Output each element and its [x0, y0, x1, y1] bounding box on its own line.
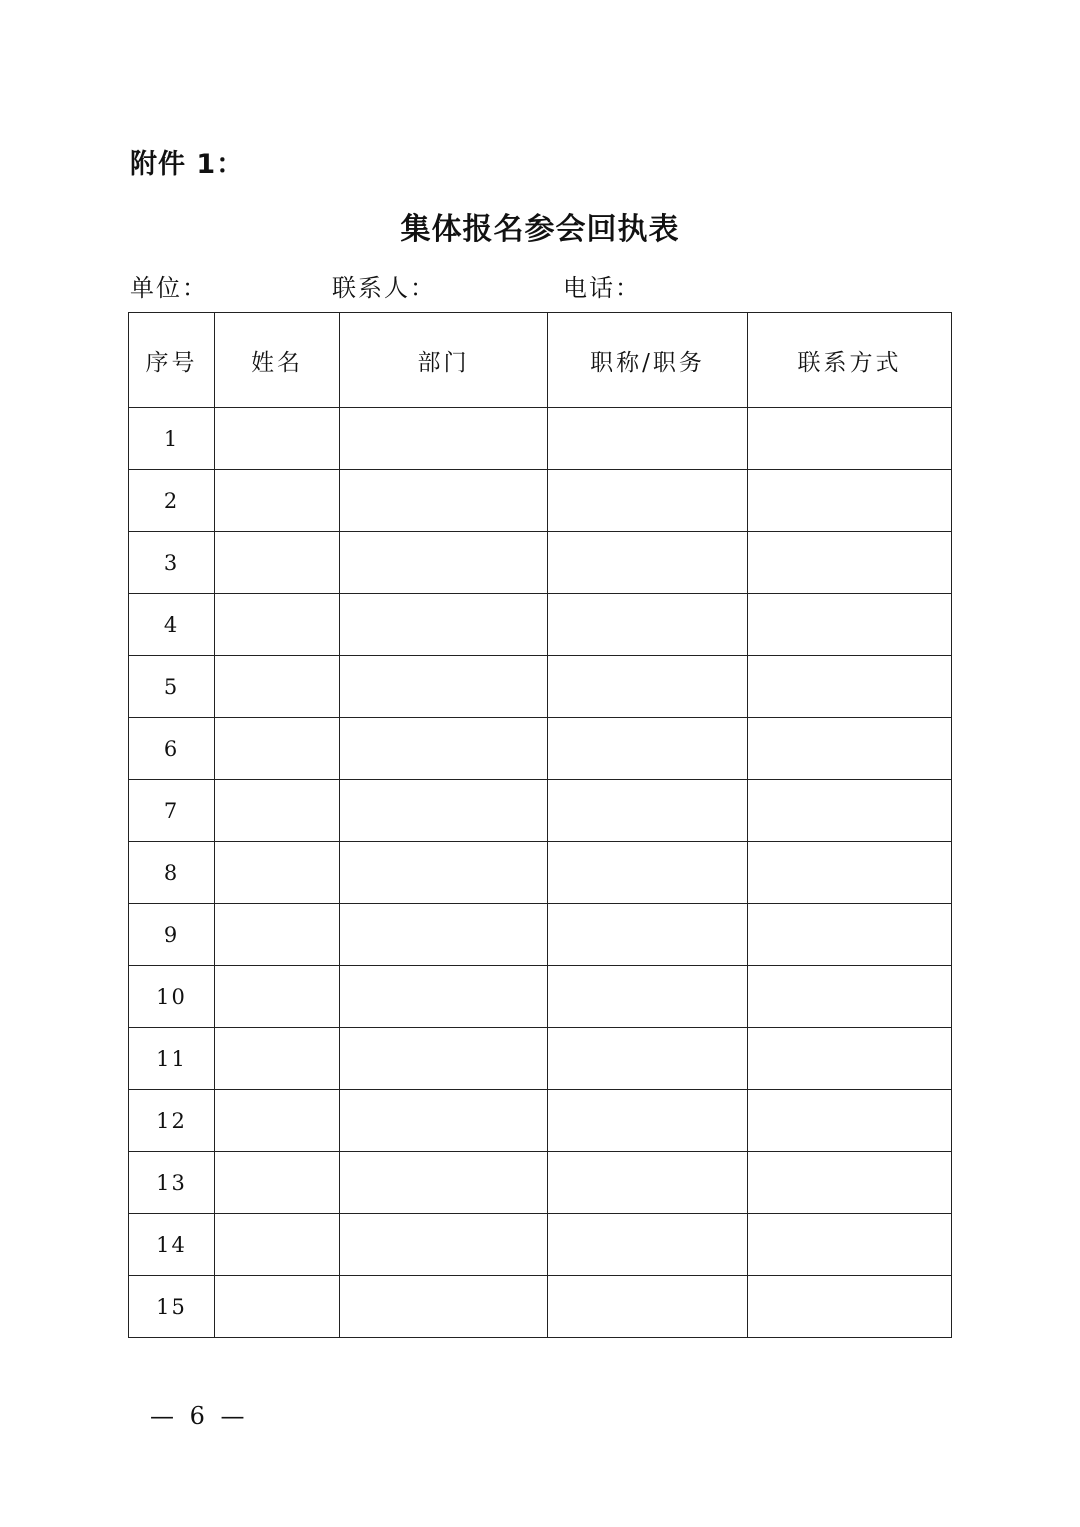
name-cell[interactable]	[215, 470, 340, 532]
department-cell[interactable]	[340, 718, 548, 780]
header-serial-number: 序号	[129, 313, 215, 408]
title-position-cell[interactable]	[548, 1090, 748, 1152]
contact-info-cell[interactable]	[748, 1214, 952, 1276]
title-position-cell[interactable]	[548, 1276, 748, 1338]
row-number: 6	[129, 718, 215, 780]
department-cell[interactable]	[340, 1090, 548, 1152]
department-cell[interactable]	[340, 966, 548, 1028]
department-cell[interactable]	[340, 780, 548, 842]
row-number: 3	[129, 532, 215, 594]
name-cell[interactable]	[215, 1152, 340, 1214]
department-cell[interactable]	[340, 1152, 548, 1214]
table-row	[129, 780, 952, 842]
phone-label: 电话：	[563, 274, 641, 302]
unit-label: 单位：	[130, 274, 208, 302]
title-position-cell[interactable]	[548, 904, 748, 966]
contact-info-cell[interactable]	[748, 594, 952, 656]
department-cell[interactable]	[340, 904, 548, 966]
contact-info-cell[interactable]	[748, 1276, 952, 1338]
name-cell[interactable]	[215, 1090, 340, 1152]
page-number: — 6 —	[150, 1402, 249, 1430]
table-row	[129, 1090, 952, 1152]
name-cell[interactable]	[215, 1214, 340, 1276]
department-cell[interactable]	[340, 656, 548, 718]
title-position-cell[interactable]	[548, 1214, 748, 1276]
name-cell[interactable]	[215, 718, 340, 780]
page-title: 集体报名参会回执表	[400, 212, 680, 247]
table-row	[129, 842, 952, 904]
contact-info-cell[interactable]	[748, 408, 952, 470]
row-number: 15	[129, 1276, 215, 1338]
name-cell[interactable]	[215, 532, 340, 594]
table-row	[129, 1152, 952, 1214]
contact-info-cell[interactable]	[748, 842, 952, 904]
contact-info-cell[interactable]	[748, 718, 952, 780]
name-cell[interactable]	[215, 904, 340, 966]
title-position-cell[interactable]	[548, 594, 748, 656]
department-cell[interactable]	[340, 842, 548, 904]
title-position-cell[interactable]	[548, 780, 748, 842]
contact-info-cell[interactable]	[748, 1152, 952, 1214]
title-position-cell[interactable]	[548, 1152, 748, 1214]
table-row	[129, 966, 952, 1028]
row-number: 8	[129, 842, 215, 904]
title-position-cell[interactable]	[548, 1028, 748, 1090]
department-cell[interactable]	[340, 532, 548, 594]
attachment-label: 附件 1：	[130, 149, 245, 180]
row-number: 13	[129, 1152, 215, 1214]
header-department: 部门	[340, 313, 548, 408]
row-number: 4	[129, 594, 215, 656]
title-position-cell[interactable]	[548, 842, 748, 904]
department-cell[interactable]	[340, 408, 548, 470]
department-cell[interactable]	[340, 1276, 548, 1338]
department-cell[interactable]	[340, 594, 548, 656]
header-contact-info: 联系方式	[748, 313, 952, 408]
table-row	[129, 408, 952, 470]
title-position-cell[interactable]	[548, 470, 748, 532]
row-number: 11	[129, 1028, 215, 1090]
table-row	[129, 1028, 952, 1090]
registration-table	[128, 312, 952, 1338]
row-number: 1	[129, 408, 215, 470]
title-position-cell[interactable]	[548, 718, 748, 780]
header-name: 姓名	[215, 313, 340, 408]
row-number: 14	[129, 1214, 215, 1276]
table-row	[129, 1214, 952, 1276]
table-row	[129, 656, 952, 718]
row-number: 10	[129, 966, 215, 1028]
name-cell[interactable]	[215, 966, 340, 1028]
title-position-cell[interactable]	[548, 966, 748, 1028]
name-cell[interactable]	[215, 1028, 340, 1090]
contact-info-cell[interactable]	[748, 904, 952, 966]
department-cell[interactable]	[340, 470, 548, 532]
row-number: 9	[129, 904, 215, 966]
contact-person-label: 联系人：	[332, 274, 436, 302]
contact-info-cell[interactable]	[748, 966, 952, 1028]
name-cell[interactable]	[215, 594, 340, 656]
name-cell[interactable]	[215, 408, 340, 470]
table-row	[129, 470, 952, 532]
row-number: 2	[129, 470, 215, 532]
title-position-cell[interactable]	[548, 656, 748, 718]
header-title-position: 职称/职务	[548, 313, 748, 408]
title-position-cell[interactable]	[548, 408, 748, 470]
name-cell[interactable]	[215, 780, 340, 842]
name-cell[interactable]	[215, 1276, 340, 1338]
name-cell[interactable]	[215, 842, 340, 904]
contact-info-cell[interactable]	[748, 532, 952, 594]
row-number: 5	[129, 656, 215, 718]
name-cell[interactable]	[215, 656, 340, 718]
table-row	[129, 594, 952, 656]
table-row	[129, 532, 952, 594]
contact-info-cell[interactable]	[748, 780, 952, 842]
contact-info-cell[interactable]	[748, 470, 952, 532]
table-header-row	[129, 313, 952, 408]
title-position-cell[interactable]	[548, 532, 748, 594]
table-row	[129, 718, 952, 780]
contact-info-cell[interactable]	[748, 1028, 952, 1090]
department-cell[interactable]	[340, 1214, 548, 1276]
contact-info-cell[interactable]	[748, 1090, 952, 1152]
row-number: 7	[129, 780, 215, 842]
row-number: 12	[129, 1090, 215, 1152]
table-row	[129, 1276, 952, 1338]
department-cell[interactable]	[340, 1028, 548, 1090]
contact-info-cell[interactable]	[748, 656, 952, 718]
table-row	[129, 904, 952, 966]
